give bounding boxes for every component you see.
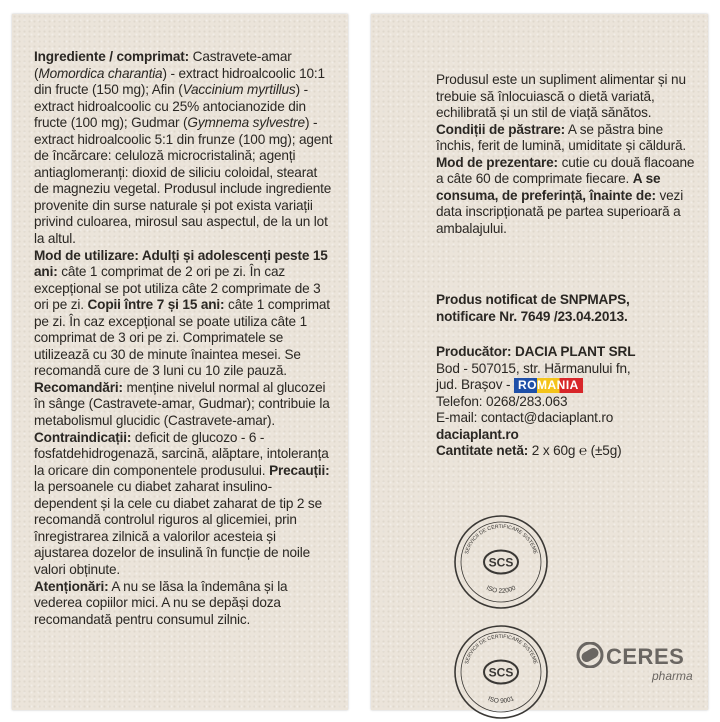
logo-word: CERES [606,644,685,669]
recommend-paragraph [34,380,334,579]
net-quantity-line [436,443,698,460]
ingredients-paragraph [34,49,334,248]
usage-text: câte 1 comprimat de 2 ori pe zi. În caz excepțional se pot utiliza câte 2 comprimate de 3 ori pe zi. [34,264,321,313]
notified-line-1 [436,292,698,309]
seal-arc-text: SERVICII DE CERTIFICARE SISTEME [463,633,539,665]
scs-iso-22000-seal [451,512,551,612]
seal-arc-text: SERVICII DE CERTIFICARE SISTEME [463,523,539,555]
seal-standard: ISO 9001 [486,695,516,705]
contra-text: deficit de glucozo - 6 - fosfatdehidrogenază, sarcină, alăptare, intoleranța la oricare din componentele produsului. [34,429,329,478]
notified-text: notificare Nr. 7649 /23.04.2013. [436,308,628,324]
warning-label: Atenționări: [34,578,109,594]
ingredients-text: ) - extract hidroalcoolic cu 25% antocianozide din fructe (100 mg); Gudmar ( [34,82,308,131]
latin-name: Gymnema sylvestre [187,115,305,131]
seal-brand: SCS [488,665,514,680]
phone-line: Telefon: 0268/283.063 [436,393,568,409]
ingredients-label: Ingrediente / comprimat: [34,49,190,64]
seal-brand: SCS [488,555,514,570]
address-line-1: Bod - 507015, str. Hărmanului fn, [436,360,631,376]
producer-block [436,344,698,460]
supplement-text: Produsul este un supliment alimentar și nu trebuie să înlocuiască o dietă variată, echilibrată și un stil de viață sănătos. [436,72,686,121]
precaution-label: Precauții: [269,462,330,478]
email-line[interactable]: E-mail: contact@daciaplant.ro [436,410,614,426]
address-line-2 [436,377,698,394]
usage-text: câte 1 comprimat pe zi. În caz excepțional se poate utiliza câte 1 comprimat de 3 ori pe zi. Comprimatele se utilizează cu 30 de minute înaintea mesei. Se recomandă cure de 3 luni cu 10 zile pauză. [34,297,330,379]
supplement-block [436,72,698,237]
presentation-label: Mod de prezentare: [436,154,558,170]
storage-label: Condiții de păstrare: [436,121,566,137]
ingredients-text: ) - extract hidroalcoolic 5:1 din frunze (100 mg); agent de încărcare: celuloză microcristalină; agenți antiaglomeranți: dioxid de siliciu coloidal, stearat de magneziu vegetal. Produsul include ingrediente provenite din surse naturale și pot exista variații privind culoarea, mirosul sau aspectul, de la un lot la altul. [34,115,333,247]
consume-label: A se consuma, de preferință, înainte de: [436,171,661,203]
warning-paragraph [34,579,334,629]
website-link[interactable]: daciaplant.ro [436,426,519,442]
contra-label: Contraindicații: [34,429,132,445]
consume-text: vezi data inscripționată pe partea superioară a ambalajului. [436,187,684,236]
usage-paragraph [34,248,334,380]
presentation-text: cutie cu două flacoane a câte 60 de comprimate fiecare. [436,154,695,187]
children-label: Copii între 7 și 15 ani: [87,297,225,313]
ingredients-text: ) - extract hidroalcoolic 10:1 din fructe (150 mg); Afin ( [34,65,325,98]
logo-sub: pharma [652,669,693,683]
recommend-text: menține nivelul normal al glucozei în sânge (Castravete-amar, Gudmar); contribuie la metabolismul glucidic (Castravete-amar). [34,379,330,429]
scs-iso-9001-seal [451,622,551,722]
producer-line [436,344,698,361]
right-label-panel [371,14,708,710]
usage-label: Mod de utilizare: Adulți și adolescenți peste 15 ani: [34,247,328,280]
precaution-text: la persoanele cu diabet zaharat insulino-dependent și la cele cu diabet zaharat de tip 2 se recomandă controlul riguros al glicemiei, prin înregistrarea zilnică a valorilor acesteia și ajustarea dozelor de insulină în funcție de noile valori obținute. [34,479,322,577]
notified-line-2 [436,309,698,326]
ingredients-text: Castravete-amar ( [34,49,292,81]
latin-name: Vaccinium myrtillus [182,82,296,98]
ceres-pill-icon [576,642,604,668]
notified-text: Produs notificat de SNPMAPS, [436,292,630,307]
address-text: jud. Brașov - [436,377,514,393]
romania-flag-badge: ROMANIA [514,378,583,393]
net-label: Cantitate netă: [436,443,529,459]
producer-label: Producător: DACIA PLANT SRL [436,344,636,359]
ceres-pharma-logo [576,640,696,690]
seal-standard: ISO 22000 [485,584,517,595]
left-label-panel [12,14,348,710]
net-value: 2 x 60g ℮ (±5g) [528,443,622,459]
warning-text: A nu se lăsa la îndemâna și la vederea copiilor mici. A nu se depăși doza recomandată pentru consumul zilnic. [34,578,288,627]
storage-text: A se păstra bine închis, ferit de lumină, umiditate și căldură. [436,121,686,154]
left-text-block [34,49,334,628]
website-line[interactable] [436,427,698,444]
recommend-label: Recomandări: [34,379,123,395]
latin-name: Momordica charantia [38,65,163,81]
notification-block [436,292,698,325]
supplement-paragraph [436,72,698,237]
